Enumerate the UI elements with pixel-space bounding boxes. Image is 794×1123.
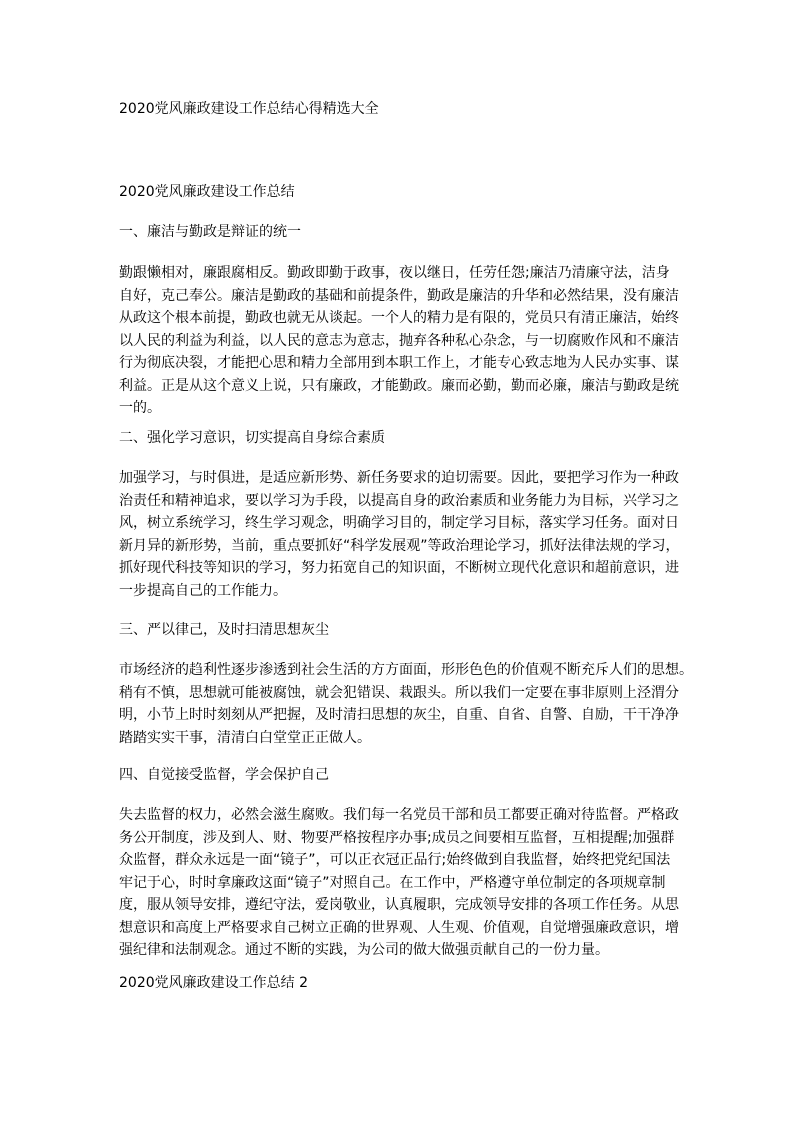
paragraph-line: 市场经济的趋利性逐步渗透到社会生活的方方面面，形形色色的价值观不断充斥人们的思想。	[119, 662, 693, 678]
paragraph-line: 失去监督的权力，必然会滋生腐败。我们每一名党员干部和员工都要正确对待监督。严格政	[119, 807, 679, 823]
paragraph-line: 明，小节上时时刻刻从严把握，及时清扫思想的灰尘，自重、自省、自警、自励，干干净净	[119, 707, 679, 723]
paragraph-line: 一的。	[119, 400, 161, 416]
paragraph-line: 牢记于心，时时拿廉政这面“镜子”对照自己。在工作中，严格遵守单位制定的各项规章制	[119, 874, 666, 891]
document-title: 2020党风廉政建设工作总结心得精选大全	[119, 101, 379, 117]
paragraph-line: 稍有不慎，思想就可能被腐蚀，就会犯错误、栽跟头。所以我们一定要在事非原则上泾渭分	[119, 684, 679, 701]
paragraph-line: 务公开制度，涉及到人、财、物要严格按程序办事;成员之间要相互监督，互相提醒;加强群	[119, 829, 675, 846]
paragraph-line: 行为彻底决裂，才能把心思和精力全部用到本职工作上，才能专心致志地为人民办实事、谋	[119, 355, 679, 371]
paragraph-line: 加强学习，与时俱进，是适应新形势、新任务要求的迫切需要。因此，要把学习作为一种政	[119, 470, 679, 486]
paragraph-line: 一步提高自己的工作能力。	[119, 582, 287, 599]
paragraph-line: 抓好现代科技等知识的学习，努力拓宽自己的知识面，不断树立现代化意识和超前意识，进	[119, 560, 679, 576]
paragraph-line: 众监督，群众永远是一面“镜子”，可以正衣冠正品行;始终做到自我监督，始终把党纪国法	[119, 852, 671, 868]
paragraph-line: 风，树立系统学习，终生学习观念，明确学习目的，制定学习目标，落实学习任务。面对日	[119, 515, 679, 531]
paragraph-4	[119, 804, 679, 962]
paragraph-line: 勤跟懒相对，廉跟腐相反。勤政即勤于政事，夜以继日，任劳任怨;廉洁乃清廉守法，洁身	[119, 265, 670, 281]
section-heading-3: 三、严以律己，及时扫清思想灰尘	[119, 622, 329, 638]
paragraph-line: 从政这个根本前提，勤政也就无从谈起。一个人的精力是有限的，党员只有清正廉洁，始终	[119, 310, 679, 326]
paragraph-1	[119, 262, 679, 420]
paragraph-line: 想意识和高度上严格要求自己树立正确的世界观、人生观、价值观，自觉增强廉政意识，增	[119, 919, 679, 936]
section-title-2: 2020党风廉政建设工作总结 2	[119, 975, 308, 991]
section-heading-1: 一、廉洁与勤政是辩证的统一	[119, 224, 301, 240]
paragraph-line: 强纪律和法制观念。通过不断的实践，为公司的做大做强贡献自己的一份力量。	[119, 942, 609, 958]
paragraph-line: 治责任和精神追求，要以学习为手段，以提高自身的政治素质和业务能力为目标，兴学习之	[119, 492, 679, 509]
paragraph-line: 自好，克己奉公。廉洁是勤政的基础和前提条件，勤政是廉洁的升华和必然结果，没有廉洁	[119, 287, 679, 304]
section-title: 2020党风廉政建设工作总结	[119, 184, 295, 200]
paragraph-3	[119, 659, 693, 749]
section-heading-2: 二、强化学习意识，切实提高自身综合素质	[119, 430, 385, 446]
paragraph-line: 以人民的利益为利益，以人民的意志为意志，抛弃各种私心杂念，与一切腐败作风和不廉洁	[119, 332, 679, 349]
paragraph-line: 踏踏实实干事，清清白白堂堂正正做人。	[119, 729, 371, 746]
paragraph-line: 新月异的新形势，当前，重点要抓好“科学发展观”等政治理论学习，抓好法律法规的学习，	[119, 537, 680, 554]
paragraph-line: 利益。正是从这个意义上说，只有廉政，才能勤政。廉而必勤，勤而必廉，廉洁与勤政是统	[119, 377, 679, 394]
paragraph-line: 度，服从领导安排，遵纪守法，爱岗敬业，认真履职，完成领导安排的各项工作任务。从思	[119, 897, 679, 913]
paragraph-2	[119, 467, 679, 602]
section-heading-4: 四、自觉接受监督，学会保护自己	[119, 767, 329, 783]
